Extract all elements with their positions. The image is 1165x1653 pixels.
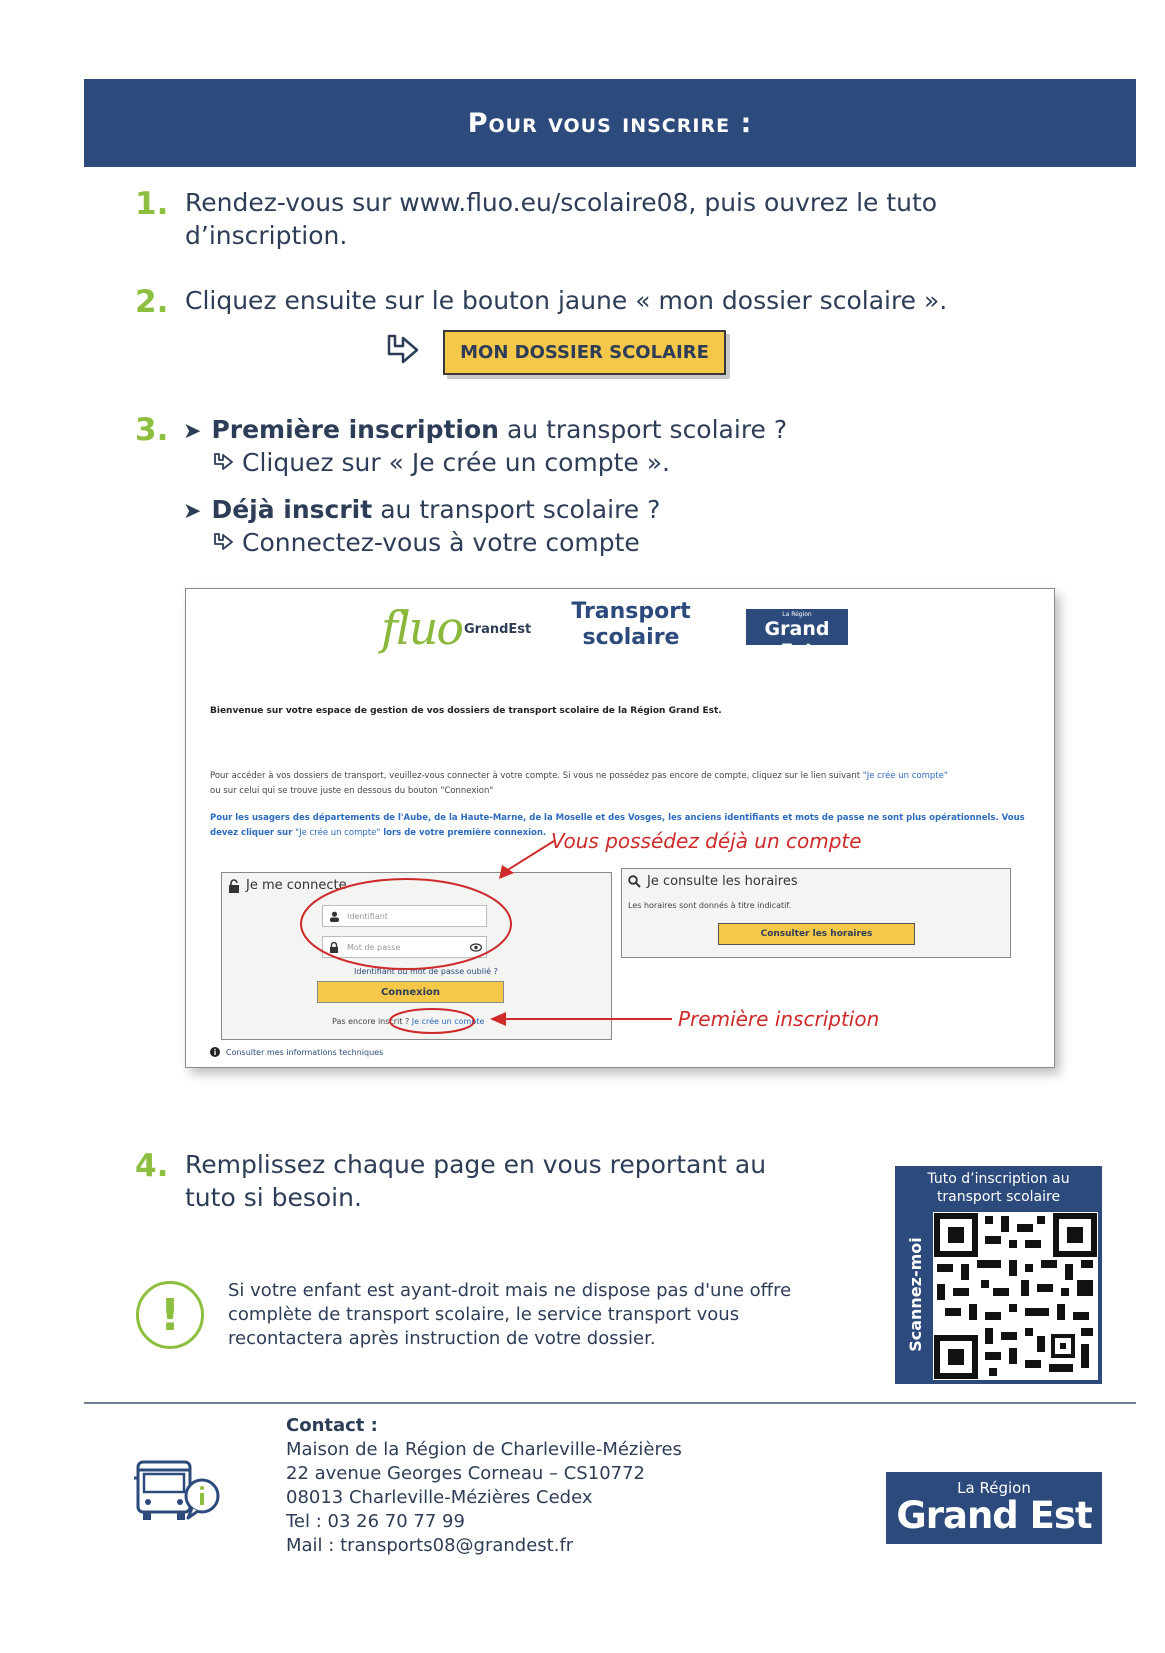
welcome-text: Bienvenue sur votre espace de gestion de vos dossiers de transport scolaire de la Région Grand Est. bbox=[210, 706, 722, 716]
create-account-link[interactable]: "Je crée un compte" bbox=[862, 771, 948, 781]
create-account-link[interactable]: Je crée un compte bbox=[411, 1017, 485, 1026]
access-text-end: ou sur celui qui se trouve juste en dessous du bouton "Connexion" bbox=[210, 786, 494, 796]
contact-title: Contact : bbox=[286, 1415, 378, 1436]
annotation-already-account: Vous possédez déjà un compte bbox=[551, 829, 862, 853]
logo-region-label: La Région bbox=[782, 611, 812, 618]
annotation-first-inscription: Première inscription bbox=[678, 1007, 880, 1031]
fluo-logo: fluo bbox=[381, 601, 463, 655]
logo-region-name: Grand Est bbox=[764, 618, 830, 662]
access-text-body: Pour accéder à vos dossiers de transport, veuillez-vous connecter à votre compte. Si vous ne possédez pas encore de compte, cliquez sur le lien suivant bbox=[210, 771, 861, 781]
step-number: 2. bbox=[135, 284, 169, 320]
grand-est-logo bbox=[886, 1472, 1102, 1544]
qr-caption-line-1: Tuto d’inscription au bbox=[927, 1171, 1070, 1187]
contact-line: Maison de la Région de Charleville-Mézières bbox=[286, 1439, 682, 1460]
identifiant-placeholder: Identifiant bbox=[347, 911, 388, 921]
contact-line: 22 avenue Georges Corneau – CS10772 bbox=[286, 1463, 645, 1484]
login-title: Je me connecte bbox=[246, 878, 347, 893]
annotation-overlay bbox=[186, 589, 1056, 1069]
consulter-horaires-button[interactable]: Consulter les horaires bbox=[718, 923, 915, 945]
step-text: Rendez-vous sur www.fluo.eu/scolaire08, puis ouvrez le tuto d’inscription. bbox=[185, 188, 938, 250]
step-number: 1. bbox=[135, 186, 169, 222]
annotation-arrow-head bbox=[490, 1012, 506, 1026]
already-registered-rest: au transport scolaire ? bbox=[380, 495, 661, 524]
annotation-ellipse-login bbox=[301, 879, 511, 969]
bus-info-icon bbox=[134, 1456, 226, 1528]
step-text: Remplissez chaque page en vous reportant au tuto si besoin. bbox=[185, 1150, 767, 1212]
first-inscription-instruction bbox=[212, 448, 670, 477]
step-4 bbox=[135, 1148, 785, 1214]
logo-region-name: Grand Est bbox=[896, 1494, 1092, 1537]
qr-caption-line-2: transport scolaire bbox=[936, 1189, 1061, 1205]
title-line-2: scolaire bbox=[582, 625, 680, 650]
logo-region-label: La Région bbox=[957, 1479, 1031, 1497]
create-account-link[interactable]: "Je crée un compte" bbox=[295, 828, 381, 838]
technical-info-link[interactable]: Consulter mes informations techniques bbox=[226, 1047, 384, 1057]
mon-dossier-scolaire-button[interactable]: MON DOSSIER SCOLAIRE bbox=[443, 330, 726, 375]
fluo-logo-sub: GrandEst bbox=[464, 622, 532, 637]
first-inscription-bold: Première inscription bbox=[211, 415, 499, 444]
header-banner bbox=[84, 79, 1136, 167]
password-placeholder: Mot de passe bbox=[347, 942, 401, 952]
horaires-note: Les horaires sont donnés à titre indicatif. bbox=[628, 901, 792, 910]
info-note: Si votre enfant est ayant-droit mais ne dispose pas d'une offre complète de transport scolaire, le service transport vous recontactera après instruction de votre dossier. bbox=[228, 1280, 792, 1349]
annotation-arrow-line bbox=[506, 841, 554, 871]
step-text: Cliquez ensuite sur le bouton jaune « mon dossier scolaire ». bbox=[185, 286, 948, 315]
step-3 bbox=[135, 412, 185, 448]
notice-end: lors de votre première connexion. bbox=[383, 828, 547, 838]
qr-code-panel bbox=[895, 1166, 1102, 1384]
hand-pointer-icon bbox=[212, 532, 236, 554]
hand-pointer-icon bbox=[212, 452, 236, 474]
already-registered-instruction bbox=[212, 528, 640, 557]
footer-divider bbox=[84, 1402, 1136, 1404]
horaires-title: Je consulte les horaires bbox=[647, 874, 798, 889]
contact-phone: Tel : 03 26 70 77 99 bbox=[286, 1511, 465, 1532]
annotation-ellipse-create bbox=[390, 1009, 474, 1033]
qr-code[interactable] bbox=[933, 1212, 1098, 1380]
first-inscription-question bbox=[183, 415, 787, 444]
instruction-text: Connectez-vous à votre compte bbox=[242, 528, 640, 557]
page-title: Pour vous inscrire : bbox=[467, 107, 753, 139]
contact-line: 08013 Charleville-Mézières Cedex bbox=[286, 1487, 593, 1508]
triangle-bullet-icon: ➤ bbox=[183, 499, 202, 524]
hand-pointer-icon bbox=[385, 332, 421, 372]
contact-email: Mail : transports08@grandest.fr bbox=[286, 1535, 574, 1556]
step-2 bbox=[135, 284, 1085, 320]
forgot-password-link[interactable]: Identifiant ou mot de passe oublié ? bbox=[354, 967, 498, 976]
contact-block bbox=[286, 1414, 682, 1558]
instruction-text: Cliquez sur « Je crée un compte ». bbox=[242, 448, 671, 477]
exclamation-icon: ! bbox=[136, 1281, 204, 1349]
notice-body: Pour les usagers des départements de l'Aube, de la Haute-Marne, de la Moselle et des Vosges, les anciens identifiants et mots de passe ne sont plus opérationnels. Vous devez cliquer sur bbox=[210, 813, 1025, 838]
scan-me-label bbox=[904, 1212, 926, 1376]
login-page-screenshot bbox=[185, 588, 1055, 1068]
step-1 bbox=[135, 186, 1015, 252]
qr-caption bbox=[895, 1170, 1102, 1206]
already-registered-bold: Déjà inscrit bbox=[211, 495, 373, 524]
first-inscription-rest: au transport scolaire ? bbox=[506, 415, 788, 444]
triangle-bullet-icon: ➤ bbox=[183, 419, 202, 444]
title-line-1: Transport bbox=[571, 599, 691, 624]
qr-code-icon bbox=[933, 1212, 1098, 1380]
scan-me-text: Scannez-moi bbox=[905, 1236, 925, 1352]
step-number: 3. bbox=[135, 412, 169, 448]
already-registered-question bbox=[183, 495, 660, 524]
not-registered-text: Pas encore inscrit ? bbox=[332, 1017, 410, 1026]
step-number: 4. bbox=[135, 1148, 169, 1184]
connexion-button[interactable]: Connexion bbox=[317, 981, 504, 1003]
